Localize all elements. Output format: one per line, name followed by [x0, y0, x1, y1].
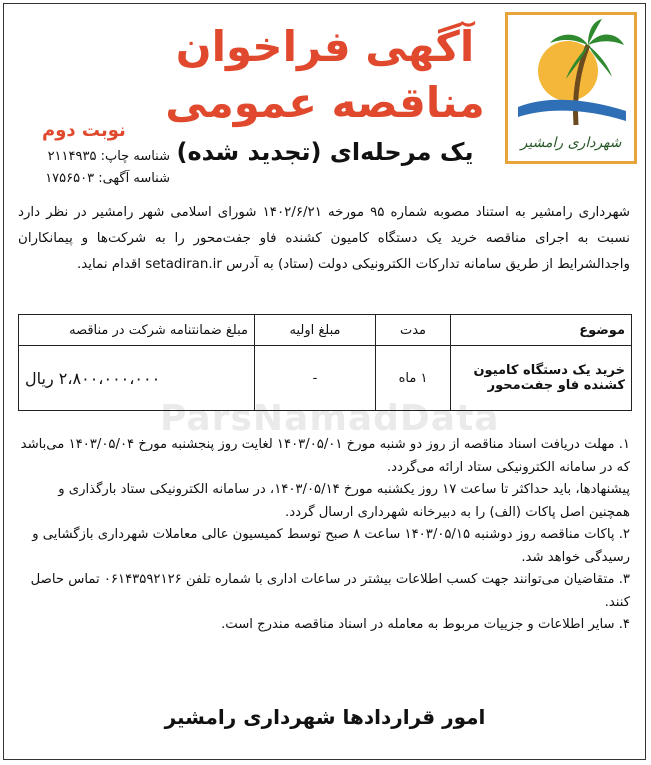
list-item: پیشنهادها، باید حداکثر تا ساعت ۱۷ روز یکشنبه مورخ ۱۴۰۳/۰۵/۱۴، در سامانه الکترونیکی ستاد بارگذاری و همچنین اصل پاکات (الف) را به دبیرخانه شهرداری ارسال گردد.	[58, 482, 630, 520]
table-header-row	[19, 315, 632, 346]
table-header: مبلغ اولیه	[255, 315, 376, 346]
logo-caption: شهرداری رامشیر	[520, 135, 622, 151]
table-cell-guarantee: ۲،۸۰۰،۰۰۰،۰۰۰ ریال	[19, 346, 255, 411]
list-item: ۴. سایر اطلاعات و جزییات مربوط به معامله در اسناد مناقصه مندرج است.	[221, 617, 630, 632]
list-item: ۳. متقاضیان می‌توانند جهت کسب اطلاعات بیشتر در ساعات اداری با شماره تلفن ۰۶۱۴۳۵۹۲۱۲۶ تماس حاصل کنند.	[30, 572, 630, 610]
table-header: موضوع	[451, 315, 632, 346]
page-subtitle: یک مرحله‌ای (تجدید شده)	[176, 138, 474, 166]
table-row	[19, 346, 632, 411]
tender-table	[18, 314, 632, 411]
table-cell-duration: ۱ ماه	[376, 346, 451, 411]
notice-id: شناسه آگهی: ۱۷۵۶۵۰۳	[45, 171, 170, 186]
palm-tree-icon	[508, 15, 634, 135]
table-cell-subject: خرید یک دستگاه کامیون کشنده فاو جفت‌محور	[451, 346, 632, 411]
watermark: ParsNamadData	[160, 398, 500, 439]
table-header: مدت	[376, 315, 451, 346]
print-id: شناسه چاپ: ۲۱۱۴۹۳۵	[47, 149, 170, 164]
footer-signature: امور قراردادها شهرداری رامشیر	[164, 705, 486, 729]
list-item: ۱. مهلت دریافت اسناد مناقصه از روز دو شنبه مورخ ۱۴۰۳/۰۵/۰۱ لغایت روز پنجشنبه مورخ ۱۴۰۳/۰۵/۰۴ می‌باشد که در سامانه الکترونیکی ستاد ارائه می‌گردد.	[20, 437, 630, 475]
round-label: نوبت دوم	[42, 120, 126, 141]
table-header: مبلغ ضمانتنامه شرکت در مناقصه	[19, 315, 255, 346]
municipality-logo	[505, 12, 637, 164]
intro-paragraph: شهرداری رامشیر به استناد مصوبه شماره ۹۵ مورخه ۱۴۰۲/۶/۲۱ شورای اسلامی شهر رامشیر در نظر دارد نسبت به اجرای مناقصه خرید یک دستگاه کامیون کشنده فاو جفت‌محور را به شرکت‌ها و پیمانکاران واجدالشرایط از طریق سامانه تدارکات الکترونیکی دولت (ستاد) به آدرس setadiran.ir اقدام نماید.	[18, 205, 631, 272]
page-title: آگهی فراخوان	[175, 22, 475, 71]
page-title-line2: مناقصه عمومی	[165, 78, 485, 127]
table-cell-initial-amount: -	[255, 346, 376, 411]
list-item: ۲. پاکات مناقصه روز دوشنبه ۱۴۰۳/۰۵/۱۵ ساعت ۸ صبح توسط کمیسیون عالی معاملات شهرداری بازگشایی و رسیدگی خواهد شد.	[32, 527, 630, 565]
conditions-list	[18, 434, 630, 637]
